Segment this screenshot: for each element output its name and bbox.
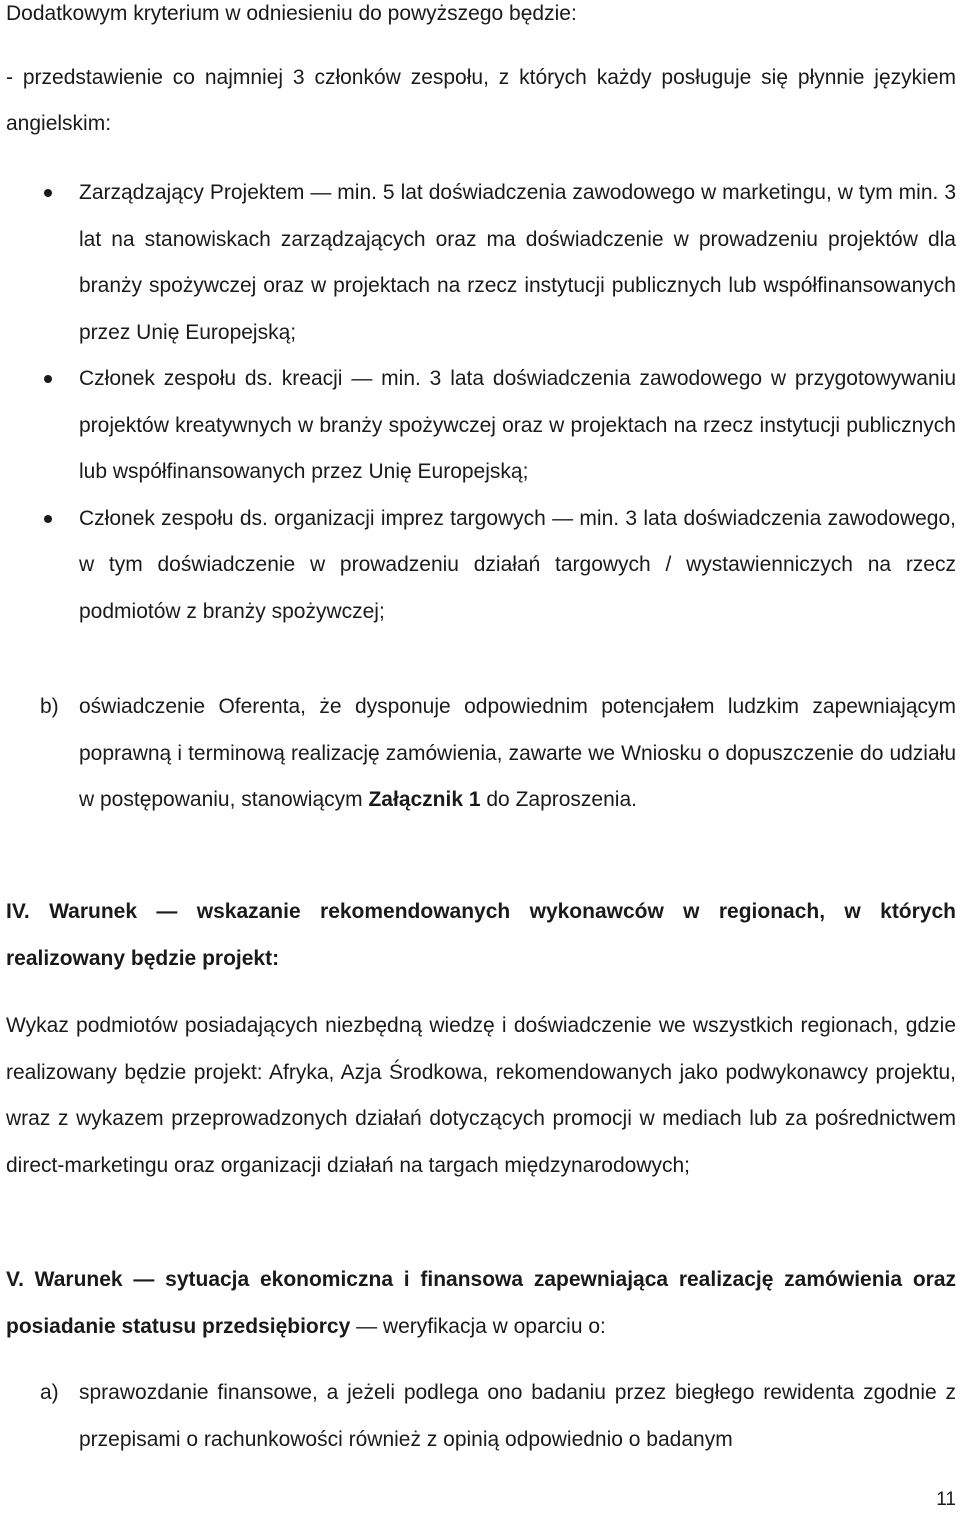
page-number: 11 [936,1489,956,1510]
list-item-text: Zarządzający Projektem — min. 5 lat doświadczenia zawodowego w marketingu, w tym min. 3 lat na stanowiskach zarządzających oraz ma doświadczenie w prowadzeniu projektów dla branży spożywczej oraz w projektach na rzecz instytucji publicznych lub współfinansowanych przez Unię Europejską; [79,181,956,344]
intro-line: Dodatkowym kryterium w odniesieniu do powyższego będzie: [6,2,577,25]
attachment-reference: Załącznik 1 [368,788,481,811]
section-a-label: a) [40,1381,59,1404]
section-b-body [79,684,956,824]
team-member-list [0,170,960,635]
list-item-text: Członek zespołu ds. organizacji imprez targowych — min. 3 lata doświadczenia zawodowego, w tym doświadczenie w prowadzeniu działań targowych / wystawienniczych na rzecz podmiotów z branży spożywczej; [79,506,956,623]
section-b [0,684,960,824]
section-a [0,1370,960,1463]
bullet-icon [44,375,52,383]
section-b-label: b) [40,695,59,718]
list-item [0,356,960,496]
intro-requirement: - przedstawienie co najmniej 3 członków zespołu, z których każdy posługuje się płynnie językiem angielskim: [6,66,956,135]
section-b-text-end: do Zaproszenia. [480,788,637,811]
section-b-text: oświadczenie Oferenta, że dysponuje odpowiednim potencjałem ludzkim zapewniającym poprawną i terminową realizację zamówienia, zawarte we Wniosku o dopuszczenie do udziału w postępowaniu, stanowiącym [79,695,956,811]
section-v-heading [6,1257,956,1350]
section-iv-heading: IV. Warunek — wskazanie rekomendowanych wykonawców w regionach, w których realizowany będzie projekt: [6,900,956,970]
section-v-heading-normal: — weryfikacja w oparciu o: [350,1314,606,1338]
list-item-text: Członek zespołu ds. kreacji — min. 3 lata doświadczenia zawodowego w przygotowywaniu projektów kreatywnych w branży spożywczej oraz w projektach na rzecz instytucji publicznych lub współfinansowanych przez Unię Europejską; [79,367,956,483]
section-a-body: sprawozdanie finansowe, a jeżeli podlega ono badaniu przez biegłego rewidenta zgodnie z przepisami o rachunkowości również z opinią odpowiednio o badanym [79,1381,956,1451]
bullet-icon [44,189,52,197]
section-v-heading-bold: V. Warunek — sytuacja ekonomiczna i finansowa zapewniająca realizację zamówienia oraz posiadanie statusu przedsiębiorcy [6,1268,956,1338]
list-item [0,496,960,636]
bullet-icon [44,515,52,523]
list-item [0,170,960,356]
section-iv-paragraph: Wykaz podmiotów posiadających niezbędną wiedzę i doświadczenie we wszystkich regionach, gdzie realizowany będzie projekt: Afryka, Azja Środkowa, rekomendowanych jako podwykonawcy projektu, wraz z wykazem przeprowadzonych działań dotyczących promocji w mediach lub za pośrednictwem direct-marketingu oraz organizacji działań na targach międzynarodowych; [6,1014,956,1177]
